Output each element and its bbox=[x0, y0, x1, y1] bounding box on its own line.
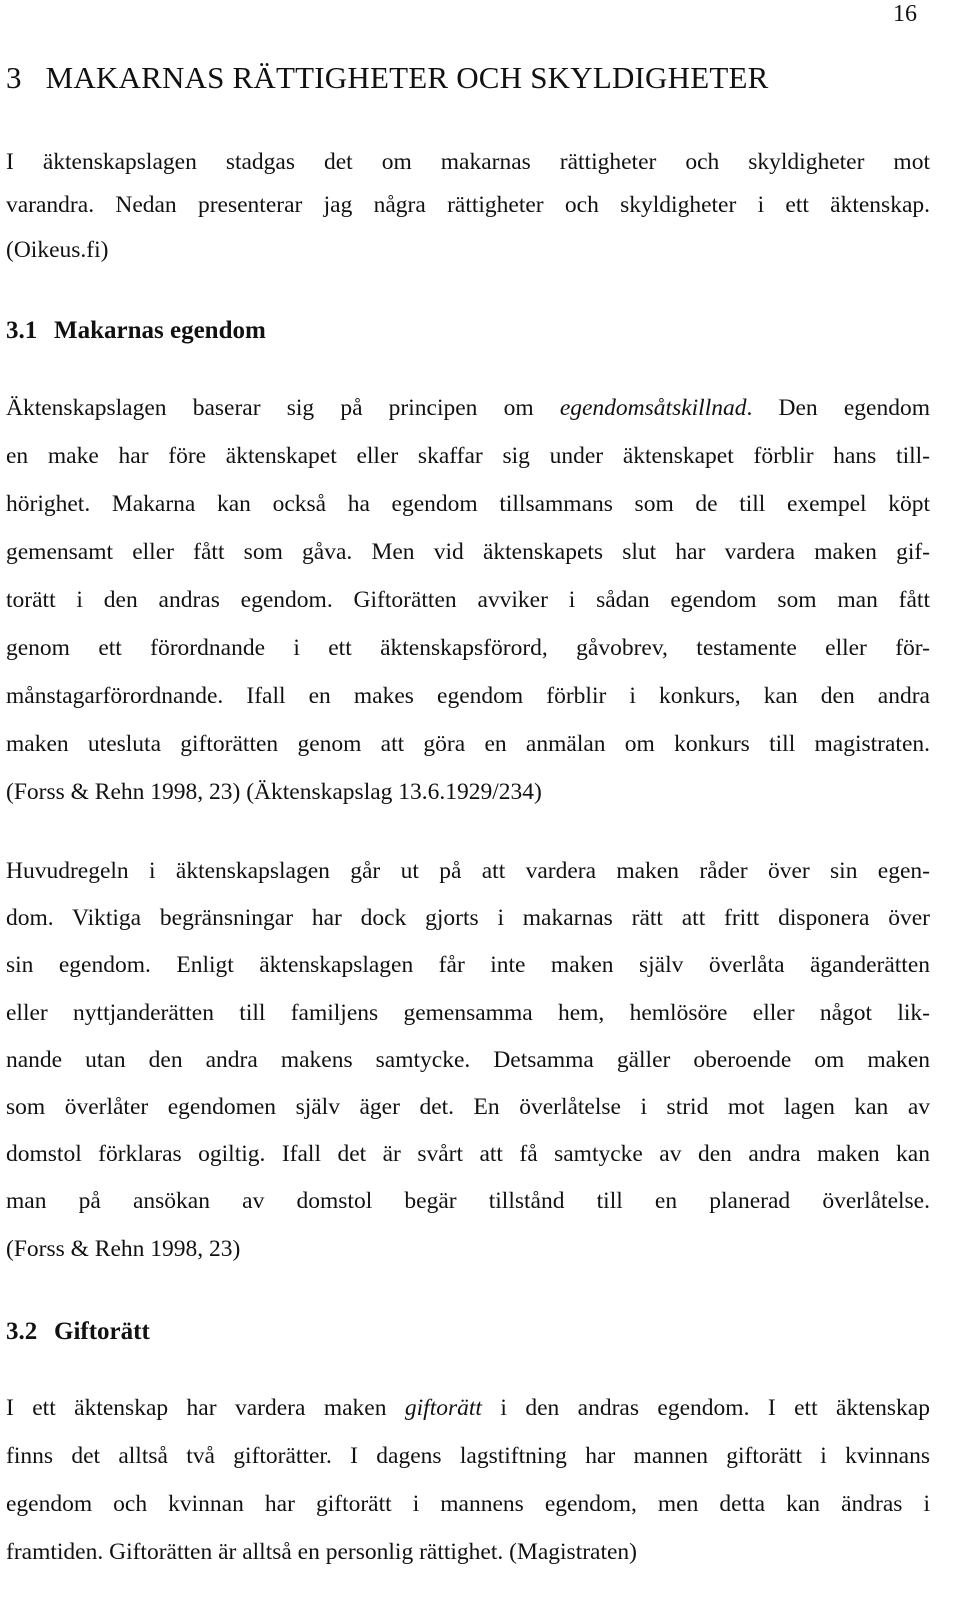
text-line: I äktenskapslagen stadgas det om makarnas rättigheter och skyldigheter mot bbox=[6, 149, 930, 175]
text-line: eller nyttjanderätten till familjens gemensamma hem, hemlösöre eller något lik- bbox=[6, 999, 930, 1026]
text-line: egendom och kvinnan har giftorätt i mannens egendom, men detta kan ändras i bbox=[6, 1491, 930, 1517]
text-line: genom ett förordnande i ett äktenskapsförord, gåvobrev, testamente eller för- bbox=[6, 635, 930, 661]
text-line: nande utan den andra makens samtycke. Detsamma gäller oberoende om maken bbox=[6, 1046, 930, 1073]
text-line: (Forss & Rehn 1998, 23) (Äktenskapslag 13.6.1929/234) bbox=[6, 779, 542, 805]
text-line: en make har före äktenskapet eller skaffar sig under äktenskapet förblir hans till- bbox=[6, 443, 930, 469]
text-line: sin egendom. Enligt äktenskapslagen får inte maken själv överlåta äganderätten bbox=[6, 952, 930, 979]
chapter-heading bbox=[6, 58, 930, 98]
intro-paragraph bbox=[6, 140, 930, 290]
text-line: man på ansökan av domstol begär tillstånd till en planerad överlåtelse. bbox=[6, 1188, 930, 1215]
text-line: Huvudregeln i äktenskapslagen går ut på att vardera maken råder över sin egen- bbox=[6, 858, 930, 884]
text-line: varandra. Nedan presenterar jag några rättigheter och skyldigheter i ett äktenskap. bbox=[6, 192, 930, 218]
text-line: som överlåter egendomen själv äger det. En överlåtelse i strid mot lagen kan av bbox=[6, 1093, 930, 1120]
text-line: finns det alltså två giftorätter. I dagens lagstiftning har mannen giftorätt i kvinnans bbox=[6, 1443, 930, 1469]
section-heading bbox=[6, 1316, 930, 1348]
chapter-title: MAKARNAS RÄTTIGHETER OCH SKYLDIGHETER bbox=[45, 60, 769, 95]
text-segment: I ett äktenskap har vardera maken bbox=[6, 1395, 405, 1421]
text-segment: . Den egendom bbox=[746, 395, 930, 421]
text-line: (Forss & Rehn 1998, 23) bbox=[6, 1235, 241, 1262]
section-title: Giftorätt bbox=[54, 1318, 150, 1345]
text-line bbox=[6, 392, 930, 440]
text-segment: i den andras egendom. I ett äktenskap bbox=[481, 1395, 930, 1421]
section-number: 3.1 bbox=[6, 317, 38, 344]
text-line: dom. Viktiga begränsningar har dock gjorts i makarnas rätt att fritt disponera över bbox=[6, 905, 930, 932]
paragraph bbox=[6, 392, 930, 824]
emphasis-term: egendomsåtskillnad bbox=[559, 395, 747, 421]
text-line: torätt i den andras egendom. Giftorätten avviker i sådan egendom som man fått bbox=[6, 587, 930, 613]
text-segment: Äktenskapslagen baserar sig på principen om bbox=[6, 395, 560, 421]
page-number: 16 bbox=[893, 1, 917, 27]
text-line: (Oikeus.fi) bbox=[6, 237, 109, 263]
chapter-number: 3 bbox=[6, 60, 22, 95]
text-line: maken utesluta giftorätten genom att göra en anmälan om konkurs till magistraten. bbox=[6, 731, 930, 757]
text-line bbox=[6, 1392, 930, 1440]
text-line: gemensamt eller fått som gåva. Men vid äktenskapets slut har vardera maken gif- bbox=[6, 539, 930, 565]
text-line: hörighet. Makarna kan också ha egendom tillsammans som de till exempel köpt bbox=[6, 491, 930, 517]
emphasis-term: giftorätt bbox=[404, 1395, 482, 1421]
paragraph bbox=[6, 855, 930, 1280]
paragraph bbox=[6, 1392, 930, 1584]
section-title: Makarnas egendom bbox=[54, 317, 266, 344]
section-number: 3.2 bbox=[6, 1318, 38, 1345]
section-heading bbox=[6, 315, 930, 347]
text-line: månstagarförordnande. Ifall en makes egendom förblir i konkurs, kan den andra bbox=[6, 683, 930, 709]
text-line: domstol förklaras ogiltig. Ifall det är svårt att få samtycke av den andra maken kan bbox=[6, 1141, 930, 1168]
text-line: framtiden. Giftorätten är alltså en personlig rättighet. (Magistraten) bbox=[6, 1539, 638, 1565]
